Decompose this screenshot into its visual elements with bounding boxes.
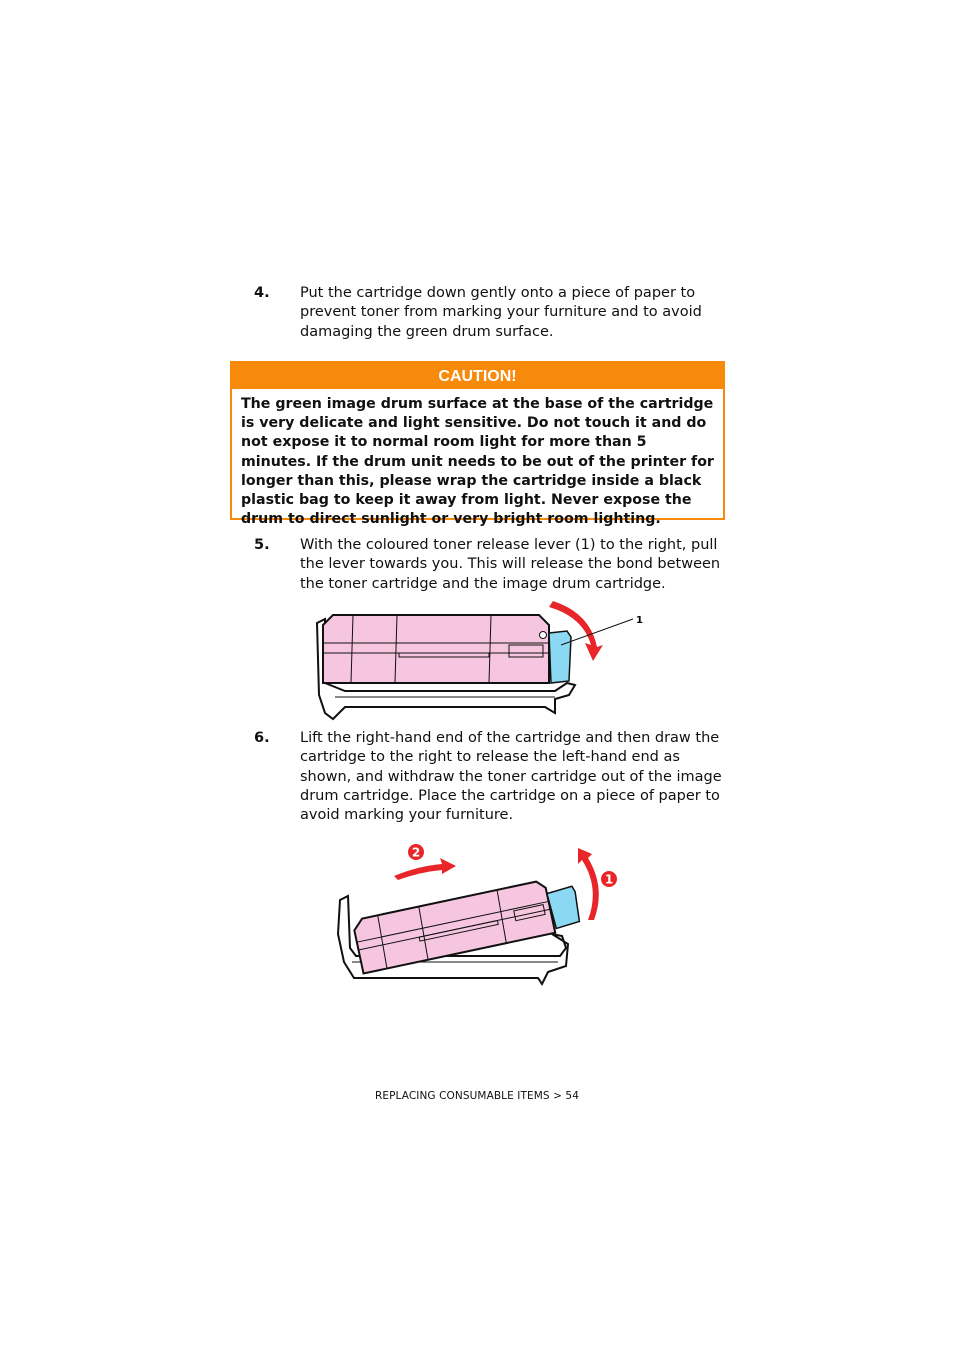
lift-illustration xyxy=(330,838,630,990)
callout-label: 1 xyxy=(636,615,643,626)
slide-arrow-icon xyxy=(394,858,456,880)
step-number: 6. xyxy=(254,730,270,746)
release-lever xyxy=(549,631,571,683)
callout-slide: 2 xyxy=(411,845,421,860)
step-5 xyxy=(254,536,726,594)
step-text: With the coloured toner release lever (1) to the right, pull the lever towards you. This will release the bond between the toner cartridge and the image drum cartridge. xyxy=(300,537,721,592)
page-footer: REPLACING CONSUMABLE ITEMS > 54 xyxy=(375,1090,579,1102)
caution-title: CAUTION! xyxy=(232,363,723,389)
lever-illustration xyxy=(305,595,655,725)
callout-lift: 1 xyxy=(604,872,614,887)
step-number: 5. xyxy=(254,537,270,553)
step-number: 4. xyxy=(254,285,270,301)
caution-box xyxy=(230,361,725,528)
caution-body: The green image drum surface at the base of the cartridge is very delicate and light sensitive. Do not touch it and do not expose it to normal room light for more than 5 minutes. If the drum unit needs to be out of the printer for longer than this, please wrap the cartridge inside a black plastic bag to keep it away from light. Never expose the drum to direct sunlight or very bright room lighting. xyxy=(241,396,714,528)
toner-cartridge xyxy=(323,615,549,683)
step-text: Lift the right-hand end of the cartridge and then draw the cartridge to the right to release the left-hand end as shown, and withdraw the toner cartridge out of the image drum cartridge. Place the cartridge on a piece of paper to avoid marking your furniture. xyxy=(300,730,722,824)
step-4 xyxy=(254,284,726,342)
step-text: Put the cartridge down gently onto a piece of paper to prevent toner from marking your furniture and to avoid damaging the green drum surface. xyxy=(300,285,702,340)
lift-arrow-icon xyxy=(578,848,599,920)
step-6 xyxy=(254,729,726,825)
